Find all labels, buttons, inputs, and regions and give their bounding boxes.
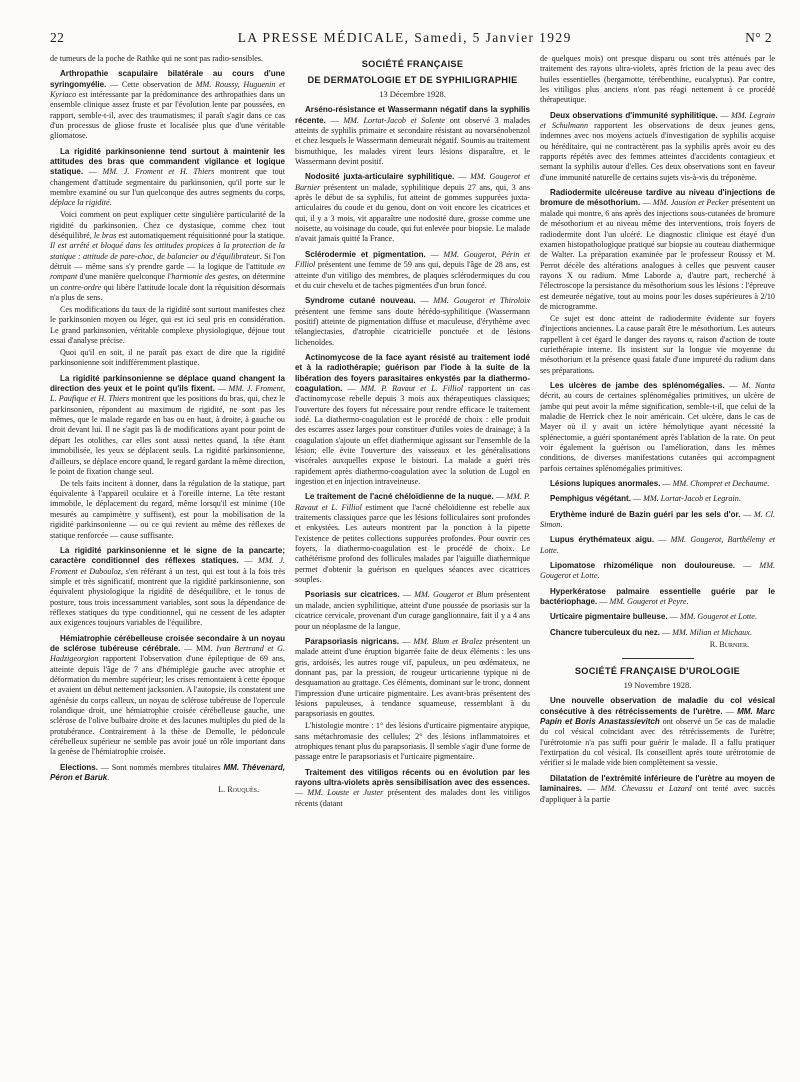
body-text: — — [654, 535, 671, 545]
paragraph-text — [540, 494, 775, 504]
session-date — [295, 89, 530, 99]
article-heading: Deux observations d'immunité syphilitique. — [550, 110, 718, 120]
article-heading: La rigidité parkinsonienne tend surtout à maintenir les attitudes des bras que commandent vigilance et logique statique. — [50, 146, 285, 177]
section-divider — [622, 658, 694, 659]
author-names: MM. Gougerot, Périn et Filliol — [295, 249, 530, 270]
body-text: — — [493, 492, 507, 502]
body-text: présentent un malade, syphilitique depuis 27 ans, qui, 3 ans après le début de sa syphilis, fut atteint de gommes suppurées juxta-articulaires du coude et du genou, dont on voit encore les cicatrices et qui, il y a 3 mois, vit apparaître une nodosité dure, grosse comme une noisette, au voisinage du coude, qui fut enlevée pour biopsie. Le malade n'avait jamais quitté la France. — [295, 182, 530, 244]
author-names: MM. Milian et Michaux — [672, 627, 750, 637]
body-text: . — [767, 479, 770, 488]
body-text: . — [738, 494, 741, 504]
issue-number: N° 2 — [745, 30, 772, 45]
author-names: MM. J. Froment, L. Paufique et H. Thiers — [50, 384, 285, 404]
body-text: . — [107, 773, 110, 783]
body-text: présentent un malade atteint d'une éruption bigarrée faite de deux éléments : les uns gris, ardoisés, les autres rouge vif, papuleux, un peu œdémateux, ne donnant pas, par la pression, de rougeur urticarienne typique ni de desquamation au grattage. Ces éléments, dominant sur le tronc, donnent l'impression d'une urticaire pigmentaire. Les avant-bras présentent des lésions papuleuses, à tendance squameuse, ressemblant à du parapsoriasis en gouttes. — [295, 636, 530, 719]
paragraph-text — [295, 590, 530, 631]
paragraph-text — [540, 774, 775, 805]
paragraph — [295, 721, 530, 762]
paragraph-text — [295, 768, 530, 809]
body-text: — — [660, 479, 673, 488]
article-heading: Sclérodermie et pigmentation. — [305, 249, 426, 259]
paragraph-text — [540, 314, 775, 376]
paragraph-text — [295, 105, 530, 167]
body-text: estiment que l'acné chéloïdienne est rebelle aux traitements classiques parce que les lésions folliculaires sont profondes et enkystées. Les auteurs montrent par la ponction à la pipette l'existence de petites collections suppurées profondes. Pour ouvrir ces foyers, la diathermo-coagulation est le procédé de choix. Le cathétérisme profond des follicules malades par l'aiguille diathermique permet d'obtenir la guérison en quelques séances avec cicatrices souples. — [295, 502, 530, 585]
body-text: Ce sujet est donc atteint de radiodermite évidente sur foyers d'injections anciennes. La cause paraît être le mésothorium. Les auteurs rappellent à cet égard le danger des rayons α, raison d'action de toute curiethérapie interne. Ils insistent sur la longue vie moyenne du mésothorium et la présence quasi fatale d'une impureté du radium dans ses préparations. — [540, 313, 775, 375]
article-heading: Psoriasis sur cicatrices. — [305, 590, 400, 600]
paragraph-text — [540, 510, 775, 531]
paragraph-text — [540, 612, 775, 622]
body-text: rapportent les observations de deux jeunes gens, indemnes avec nos moyens actuels d'investigation de syphilis acquise ou héréditaire, qui ne contractèrent pas la syphilis après avoir eu des rapports répétés avec des femmes atteintes d'accidents contagieux et semant la syphilis autour d'elles. Ces deux observations sont en faveur d'une immunité naturelle de certains sujets vis-à-vis du tréponème. — [540, 121, 775, 182]
author-names: le bras — [93, 231, 117, 241]
paragraph-text — [540, 111, 775, 183]
paragraph — [50, 305, 285, 346]
body-text: — — [640, 198, 653, 208]
paragraph-text — [50, 305, 285, 346]
running-head — [50, 30, 772, 52]
paragraph-text — [295, 721, 530, 762]
paragraph — [540, 696, 775, 768]
body-text: — Sont nommés membres titulaires — [98, 762, 224, 772]
article-heading: Lésions lupiques anormales. — [550, 479, 661, 488]
paragraph — [540, 111, 775, 183]
body-text: montrent que tout changement d'attitude segmentaire du parkinsonien, qu'il porte sur le membre examiné ou sur l'un quelconque des autres segments du corps, — [50, 167, 285, 198]
body-text: . — [754, 612, 757, 622]
paragraph — [295, 172, 530, 244]
page-number: 22 — [50, 30, 65, 45]
body-text: présentent une femme de 59 ans qui, depuis l'âge de 28 ans, est atteinte d'un vitiligo des membres, de plaques sclérodermiques du cou et du cuir chevelu et de taches pigmentées d'un brun foncé. — [295, 260, 530, 290]
paragraph-text — [295, 353, 530, 487]
body-text: montrent que les positions du bras, qui, chez le parkinsonien, répondent au maximum de rigidité, ne sont pas les mêmes, que le malade regarde en bas ou en haut, à droite, à gauche ou droit devant lui. Il ne s'agit pas là de modifications ayant pour point de départ les otolithes, car elles sont aussi nettes quand, la tête étant immobilisée, les yeux se déplacent seuls. La rigidité parkinsonienne, d'ailleurs, se déplace encore quand, le regard gardant la même direction, le point de fixation change seul. — [50, 394, 285, 476]
body-text: — MM. — [180, 643, 217, 653]
paragraph-text — [540, 188, 775, 312]
author-names: MM. Gougerot et Peyre — [609, 597, 687, 607]
paragraph — [295, 768, 530, 809]
author-names: MM. Chompret et Dechaume — [672, 479, 768, 488]
author-names: déplace la rigidité — [50, 198, 110, 208]
paragraph — [50, 147, 285, 209]
paragraph-text — [50, 479, 285, 541]
article-heading: Radiodermite ulcéreuse tardive au niveau d'injections de bromure de mésothorium. — [540, 188, 775, 208]
body-text: de tumeurs de la poche de Rathke qui ne sont pas radio-sensibles. — [50, 54, 263, 63]
body-text: est automatiquement réquisitionné pour la statique. — [116, 231, 285, 241]
heading-text: DE DERMATOLOGIE ET DE SYPHILIGRAPHIE — [307, 75, 518, 85]
author-names: en rompant — [50, 262, 285, 282]
body-text: — Cette observation de — [106, 79, 196, 89]
article-heading: Dilatation de l'extrémité inférieure de l'urètre au moyen de laminaires. — [540, 773, 775, 794]
body-text: ont tenté avec succès d'appliquer à la partie — [540, 784, 775, 804]
session-date — [540, 680, 775, 690]
author-names: MM. P. Ravaut et L. Filliol — [360, 383, 464, 393]
paragraph — [50, 763, 285, 784]
paragraph-text — [50, 763, 285, 784]
author-names: MM. Jausion et Pecker — [652, 198, 729, 208]
author-names: Il est arrêté et bloqué dans les attitudes propices à la protection de la statique : attitude de pare-choc, de balancier ou d'équilibrateur — [50, 241, 285, 261]
body-text: est intéressante par la prédominance des arthropathies dans un ensemble clinique assez fruste et par l'évolution lente par poussées, en rapport, semble-t-il, avec des traumatismes; il paraît s'agir dans ce cas d'un processus de gliose fruste et localisée plus que d'une véritable gliomatose. — [50, 90, 285, 141]
author-names: M. Nanta — [741, 380, 775, 390]
article-heading: Actinomycose de la face ayant résisté au traitement iodé et à la radiothérapie; guérison par l'iode à la suite de la libération des foyers parasitaires enkystés par la diathermo-coagulation. — [295, 352, 530, 393]
columns — [50, 54, 778, 1072]
paragraph — [540, 381, 775, 474]
article-heading: Chancre tuberculeux du nez. — [550, 627, 660, 637]
body-text: , s'en référant à un test, qui est tout à la fois très simple et très significatif, montrent que la rigidité parkinsonienne, son équivalent physiologique la rigidité de déséquilibre, et le tonus de posture, tous trois incessamment variables, sont sous la dépendance de réflexes statiques du type conditionnel, qui ne cessent de les adapter aux exigences toujours variables de l'équilibre. — [50, 566, 285, 628]
paragraph — [540, 612, 775, 622]
body-text: . — [556, 545, 559, 555]
author-names: MM. Roussy, Huguenin et Kyriaco — [50, 79, 285, 100]
body-text: . Si l'on détruit — même sans s'y prendre garde — la logique de l'attitude — [50, 251, 285, 272]
body-text: — — [325, 115, 344, 125]
author-names: MM. Lortat-Jacob et Solente — [343, 115, 446, 125]
body-text: L'histologie montre : 1° des lésions d'urticaire pigmentaire atypique, sans métachromasie des cellules; 2° des lésions inflammatoires et atrophiques tenant plus du parapsoriasis. Il semble s'agir d'une forme de passage entre le parapsoriasis et l'urticaire pigmentaire. — [295, 721, 530, 762]
paragraph — [540, 314, 775, 376]
author-names: MM. Gougerot, Barthélemy et Lotte — [540, 535, 775, 555]
paragraph — [50, 479, 285, 541]
body-text: . — [109, 198, 112, 208]
body-text: ont observé 3 malades atteints de syphilis primaire et secondaire résistant au novarsénobenzol et chez lesquels le Wassermann demeurait négatif. Soumis au traitement bismuthique, les malades virent leurs lésions disparaître, et le Wassermann devint positif. — [295, 115, 530, 167]
body-text: — — [415, 296, 434, 306]
heading-text: SOCIÉTÉ FRANÇAISE — [361, 59, 464, 69]
body-text: — — [399, 590, 415, 600]
paragraph-text — [540, 479, 775, 489]
body-text: . — [749, 627, 752, 637]
article-heading: Elections. — [60, 762, 99, 772]
body-text: — — [582, 784, 601, 794]
paragraph — [540, 494, 775, 504]
paragraph — [295, 590, 530, 631]
body-text: Quoi qu'il en soit, il ne paraît pas exact de dire que la rigidité parkinsonienne soit indifféremment plastique. — [50, 348, 285, 368]
author-names: MM. Lortat-Jacob et Legrain — [643, 494, 739, 504]
author-names: l'harmonie des gestes — [167, 272, 238, 282]
paragraph — [295, 492, 530, 585]
article-heading: Arséno-résistance et Wassermann négatif dans la syphilis récente. — [295, 105, 530, 125]
body-text: , on détermine un — [50, 272, 285, 292]
paragraph — [50, 54, 285, 64]
author-names: MM. Gougerot et Thiroloix — [433, 296, 530, 306]
author-signature — [540, 640, 749, 650]
paragraph — [540, 561, 775, 582]
paragraph — [540, 587, 775, 608]
body-text: Ces modifications du taux de la rigidité sont surtout manifestes chez le parkinsonien moyen ou léger, qui est ici seul pris en considération. Le grand parkinsonien, véritable complexe physiologique, déjoue tout essai d'analyse précise. — [50, 305, 285, 346]
article-heading: La rigidité parkinsonienne se déplace quand changent la direction des yeux et le point qu'ils fixent. — [50, 373, 285, 394]
author-names: MM. Marc Papin et Boris Anastassievitch — [540, 706, 775, 727]
body-text: — — [295, 788, 308, 798]
article-heading: Erythème induré de Bazin guéri par les sels d'or. — [550, 509, 741, 519]
paragraph — [295, 250, 530, 291]
body-text: — — [717, 110, 732, 120]
author-names: MM. Louste et Juster — [307, 788, 384, 798]
paragraph — [295, 296, 530, 348]
body-text: Voici comment on peut expliquer cette singulière particularité de la rigidité du parkinsonien. Chez ce dystasique, comme chez tout déséquilibré, — [50, 210, 285, 241]
author-names: MM. Legrain et Schulmann — [540, 110, 775, 131]
paragraph-text — [50, 69, 285, 141]
author-names: MM. Chevassu et Lazard — [600, 784, 692, 794]
body-text: — — [454, 172, 471, 182]
paragraph-text — [50, 210, 285, 303]
paragraph — [540, 54, 775, 106]
paragraph-text — [540, 381, 775, 474]
article-heading: La rigidité parkinsonienne et le signe de la pancarte; caractère conditionnel des réflexes statiques. — [50, 545, 285, 566]
article-heading: Lupus érythémateux aigu. — [550, 535, 655, 545]
paragraph-text — [540, 535, 775, 556]
paragraph-text — [50, 634, 285, 758]
paragraph — [540, 188, 775, 312]
body-text: — — [214, 384, 229, 394]
column-right — [540, 54, 775, 1072]
body-text: qui libère l'attitude locale dont la réquisition désormais n'a plus de sens. — [50, 282, 285, 303]
body-text: — — [83, 167, 103, 177]
body-text: de quelques mois) ont presque disparu ou sont très atténués par le traitement des rayons ultra-violets, après friction de la peau avec des huiles essentielles (bergamotte, térébenthine, eucalyptus). Par contre, les vitiligos plus anciens n'ont pas réagi nettement à ce procédé thérapeutique. — [540, 54, 775, 105]
article-heading: Arthropathie scapulaire bilatérale au cours d'une syringomyélie. — [50, 69, 285, 89]
body-text: — — [238, 556, 259, 566]
body-text: — — [342, 383, 361, 393]
paragraph-text — [295, 172, 530, 244]
paragraph — [295, 105, 530, 167]
paragraph-text — [295, 250, 530, 291]
article-heading: Une nouvelle observation de maladie du col vésical consécutive à des rétrécissements de l'urètre. — [540, 696, 775, 716]
paragraph — [295, 637, 530, 720]
article-heading: Lipomatose rhizomélique non douloureuse. — [550, 561, 736, 571]
author-names: contre-ordre — [60, 282, 102, 292]
heading-text: 13 Décembre 1928. — [379, 89, 446, 99]
article-heading: Nodosité juxta-articulaire syphilitique. — [305, 172, 455, 182]
body-text: rapportent l'observation d'une épileptique de 69 ans, atteinte depuis l'âge de 7 ans d'hémiplégie gauche avec atrophie et déformation du membre supérieur; les crises remontaient à cette époque et avaient un début nettement jacksonien. A l'autopsie, ils constatent une agénésie du corps calleux, un noyau de sclérose tubéreuse de l'opercule rolandique droit, une hémiatrophie croisée cérébelleuse gauche, une sclérose de l'olive bulbaire droite et des lacunes multiples du pied de la protubérance. Contrairement à la thèse de Demolle, le pédoncule cérébelleux supérieur ne semble pas avoir joué un rôle important dans la genèse de l'hémiatrophie croisée. — [50, 654, 285, 757]
body-text: ont observé un 5e cas de maladie du col vésical coïncidant avec des rétrécissements de l'urètre; l'urétrotomie n'a pas suffi pour guérir le malade. Il a fallu pratiquer l'extirpation du col vésical. Ils conseillent après toute urétrotomie de vérifier si le malade vide bien complètement sa vessie. — [540, 717, 775, 768]
body-text: — — [660, 627, 673, 637]
author-names: MM. Gougerot et Lotte — [540, 561, 775, 581]
paragraph-text — [295, 296, 530, 348]
column-left — [50, 54, 285, 1072]
body-text: De tels faits incitent à donner, dans la régulation de la statique, part équivalente à l'appareil oculaire et à l'oreille interne. La tête restant immobile, le déplacement du regard, même lorsqu'il est minime (10e mesurés au campimètre y suffisent), est pour la mobilisation de la rigidité parkinsonienne — ou ce qui revient au même des réflexes de statique renforcée — cause suffisante. — [50, 478, 285, 540]
society-heading — [540, 665, 775, 677]
body-text: présentent un malade, ancien syphilitique, atteint d'une poussée de psoriasis sur la cicatrice cervicale, provenant d'un curage ganglionnaire, fait il y a 4 ans pour un néoplasme de la langue. — [295, 590, 530, 631]
society-heading — [295, 58, 530, 70]
author-names: MM. Gougerot et Lotte — [679, 612, 755, 622]
author-names: MM. J. Froment et Dubouloz — [50, 556, 285, 576]
column-middle — [295, 54, 530, 1072]
paragraph-text — [540, 54, 775, 106]
article-heading: Urticaire pigmentaire bulleuse. — [550, 612, 668, 622]
article-heading: Syndrome cutané nouveau. — [305, 296, 416, 306]
paragraph-text — [50, 546, 285, 629]
paragraph — [50, 374, 285, 477]
body-text: . — [597, 571, 600, 581]
journal-title: LA PRESSE MÉDICALE, Samedi, 5 Janvier 1929 — [237, 30, 572, 45]
author-names: Ivan Bertrand et G. Hadzigeorgion — [50, 643, 285, 664]
paragraph — [540, 535, 775, 556]
paragraph-text — [540, 561, 775, 582]
paragraph-text — [295, 637, 530, 720]
body-text: présentent des malades dont les vitiligos récents (datant — [295, 788, 530, 808]
paragraph — [50, 210, 285, 303]
heading-text: SOCIÉTÉ FRANÇAISE D'UROLOGIE — [574, 666, 741, 677]
article-heading: Les ulcères de jambe des splénomégalies. — [550, 380, 725, 390]
author-names: MM. J. Froment et H. Thiers — [102, 167, 215, 177]
heading-text: 19 Novembre 1928. — [623, 680, 692, 691]
body-text: . — [686, 597, 689, 607]
article-heading: Pemphigus végétant. — [550, 494, 631, 504]
article-heading: Hyperkératose palmaire essentielle guérie par le bactériophage. — [540, 586, 775, 607]
paragraph — [295, 353, 530, 487]
article-heading: Parapsoriasis nigricans. — [305, 636, 400, 646]
body-text: décrit, au cours de certaines splénomégalies primitives, un ulcère de jambe qui peut avoir la même signification, semble-t-il, que celui de la maladie de Herrick chez le noir américain. Cet ulcère, dans le cas de Mayer où il y avait un ictère hémolytique ayant nécessité la splénectomie, a guéri spontanément après l'ablation de la rate. On peut voir également la guérison ou l'amélioration, dans les mêmes conditions, de diverses manifestations cutanées qui accompagnent parfois certaines splénomégalies primitives. — [540, 391, 775, 473]
paragraph-text — [540, 628, 775, 638]
body-text: — — [724, 380, 742, 390]
body-text: — — [630, 494, 644, 504]
article-heading: Hémiatrophie cérébelleuse croisée secondaire à un noyau de sclérose tubéreuse cérébrale. — [50, 633, 285, 653]
society-heading — [295, 74, 530, 86]
body-text: — — [425, 249, 444, 259]
author-names: MM. Thévenard, Péron et Baruk — [50, 762, 285, 783]
article-heading: Le traitement de l'acné chéloïdienne de la nuque. — [305, 492, 494, 502]
paragraph — [50, 634, 285, 758]
paragraph-text — [50, 54, 285, 64]
paragraph — [540, 479, 775, 489]
paragraph — [50, 546, 285, 629]
body-text: — — [667, 612, 680, 622]
body-text: rapportent un cas d'actinomycose rebelle depuis 3 mois aux thérapeutiques classiques; l'ouverture des foyers fut nécessaire pour rendre efficace le traitement iodé. La diathermo-coagulation est le procédé de choix : elle produit des escarres assez larges pour constituer d'utiles voies de drainage; à la coagulation s'ajoute un effet diathermique agissant sur l'ensemble de la lésion; elle évite l'ouverture des vaisseaux et les généralisations viscérales auxquelles expose le bistouri. La malade a guéri très rapidement après diathermo-coagulation avec la solution de Lugol en ingestion et en injection intraveineuse. — [295, 383, 530, 487]
paragraph-text — [50, 374, 285, 477]
author-names: M. Cl. Simon — [540, 509, 775, 530]
author-names: MM. Gougerot et Blum — [414, 590, 494, 600]
paragraph — [540, 774, 775, 805]
paragraph-text — [540, 696, 775, 768]
heading-text: R. Burnier. — [709, 639, 749, 649]
author-signature — [50, 785, 259, 795]
author-names: MM. P. Ravaut et L. Filliol — [295, 492, 530, 512]
paragraph — [540, 628, 775, 638]
author-names: MM. Blum et Bralez — [413, 636, 483, 646]
body-text: — — [399, 636, 414, 646]
body-text: — — [735, 561, 760, 571]
body-text: présentent une femme sans doute hérédo-syphilitique (Wassermann positif) atteinte de pigmentation diffuse et maculeuse, d'érythème avec télangiectasies, d'atrophie cicatricielle ponctuée et de lésions lichenoïdes. — [295, 306, 530, 347]
body-text: — — [597, 597, 610, 607]
body-text: présentent un malade qui montre, 6 ans après des injections sous-cutanées de bromure de mésothorium et au niveau même des interventions, trois foyers de radiodermite dont l'un ulcéré. Le diagnostic clinique est étayé d'un examen histopathologique pratiqué sur biopsie au couteau diathermique de Walter. La préparation examinée par le professeur Roussy et M. Perrot décèle des altérations analogues à celles que peuvent causer rayons X ou radium. Mme Laborde a, d'autre part, recherché à l'électroscope la persistance du mésothorium sous les lésions : l'épreuve est demeurée négative, tout au moins pour les doses supérieures à 2/10 de microgramme. — [540, 198, 775, 311]
body-text: . — [560, 520, 563, 530]
paragraph — [50, 348, 285, 369]
heading-text: L. Rouquès. — [218, 785, 259, 794]
body-text: — — [722, 706, 738, 716]
body-text: — — [740, 509, 754, 519]
paragraph — [540, 510, 775, 531]
paragraph-text — [540, 587, 775, 608]
paragraph-text — [50, 147, 285, 209]
author-names: MM. Gougerot et Burnier — [295, 172, 530, 192]
body-text: d'une manière quelconque — [77, 272, 168, 282]
paragraph-text — [50, 348, 285, 369]
paragraph-text — [295, 492, 530, 585]
article-heading: Traitement des vitiligos récents ou en évolution par les rayons ultra-violets après sensibilisation avec des essences. — [295, 767, 530, 787]
paragraph — [50, 69, 285, 141]
